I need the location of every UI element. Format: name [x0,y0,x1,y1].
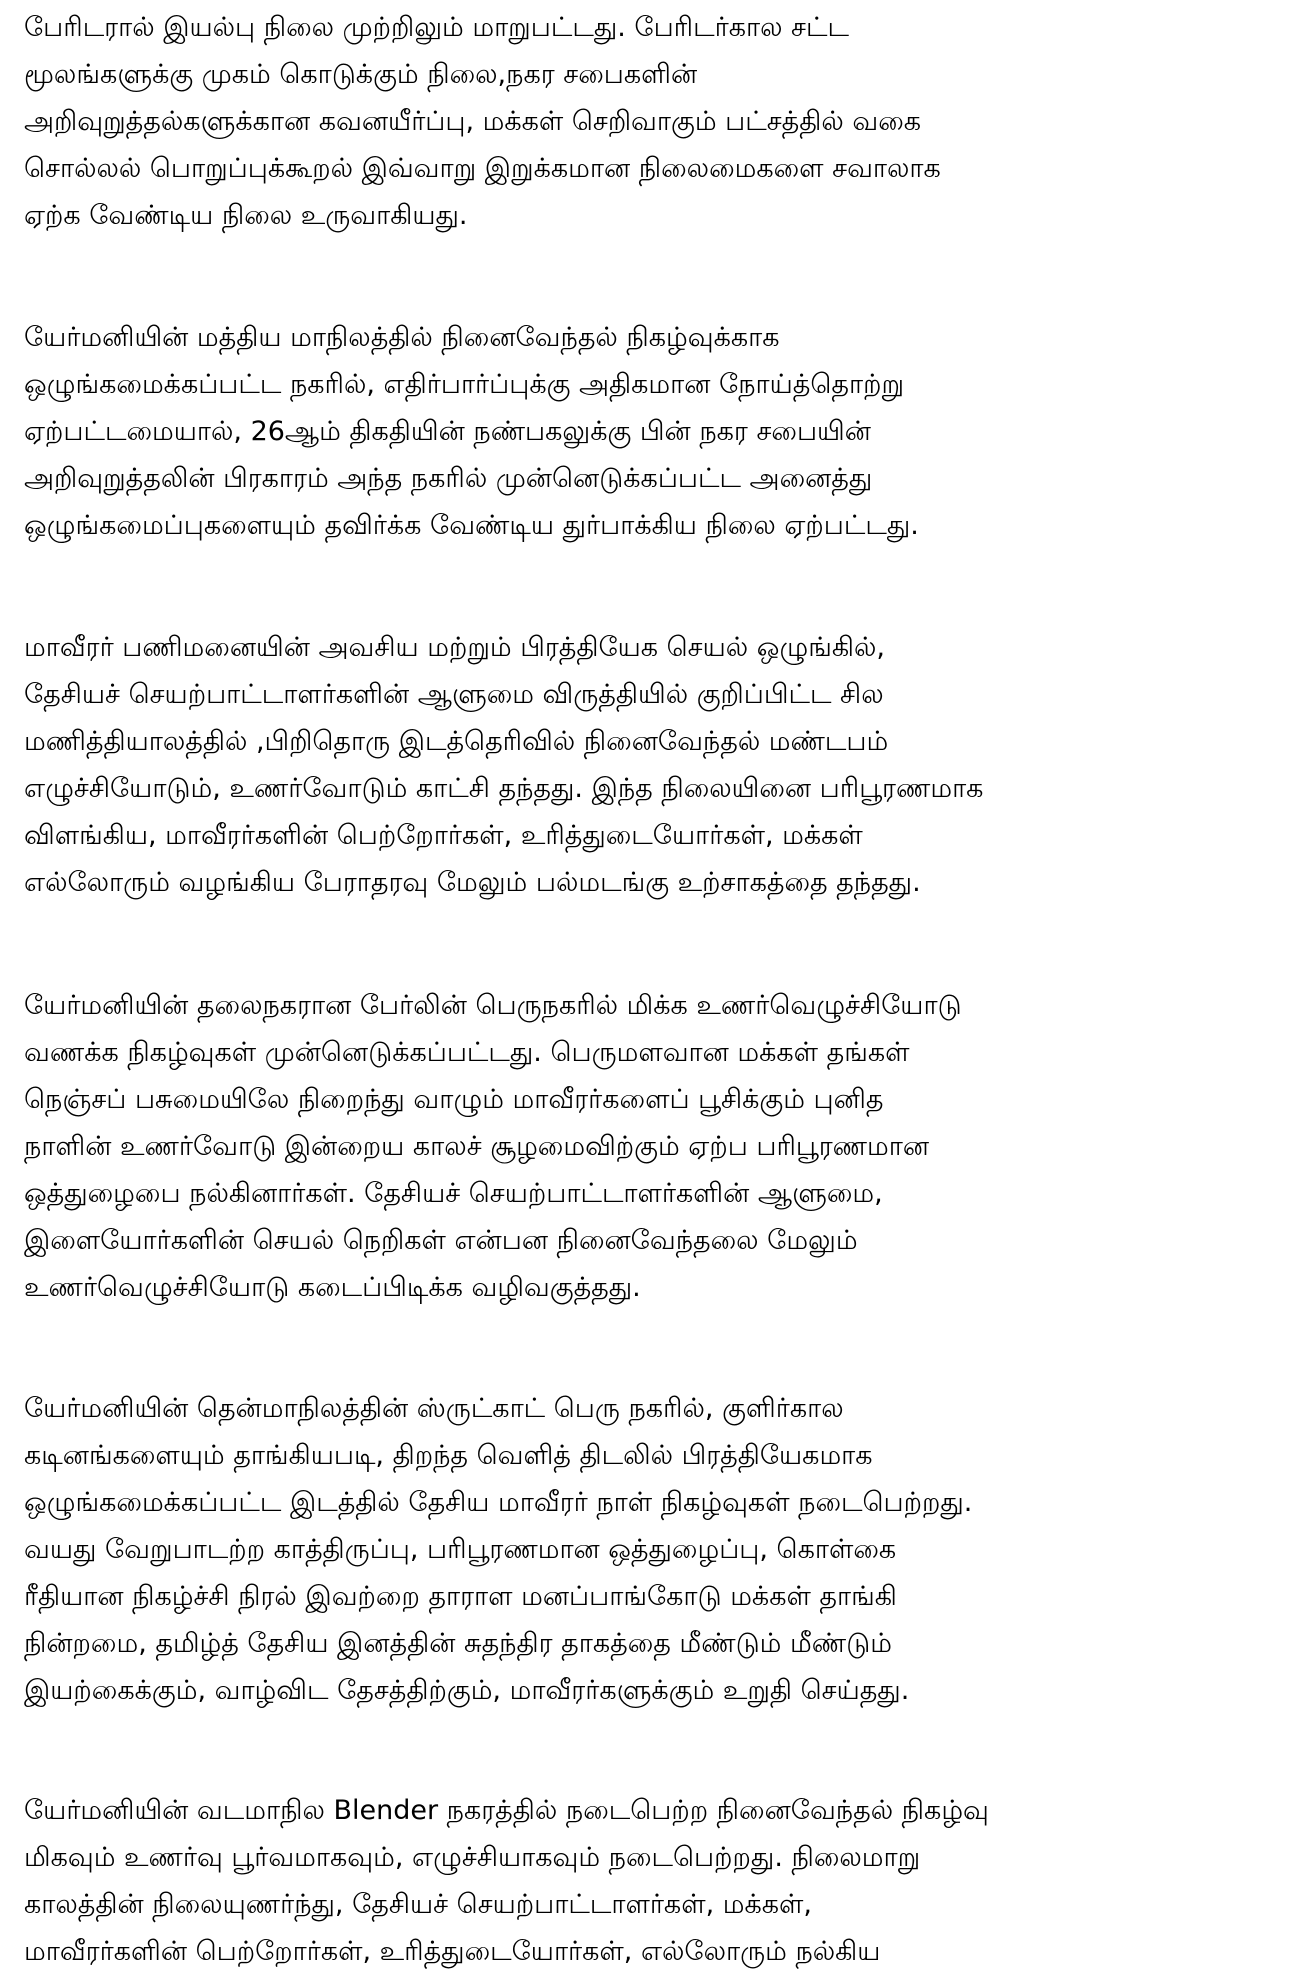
paragraph-line: உணர்வெழுச்சியோடு கடைப்பிடிக்க வழிவகுத்தது. [24,1272,641,1303]
paragraph-line: சொல்லல் பொறுப்புக்கூறல் இவ்வாறு இறுக்கமான நிலைமைகளை சவாலாக [24,153,941,184]
paragraph-line: எழுச்சியோடும், உணர்வோடும் காட்சி தந்தது. இந்த நிலையினை பரிபூரணமாக [24,773,984,804]
paragraph-line: பேரிடரால் இயல்பு நிலை முற்றிலும் மாறுபட்டது. பேரிடர்கால சட்ட [24,12,849,43]
paragraph-3 [24,624,1284,906]
paragraph-line: விளங்கிய, மாவீரர்களின் பெற்றோர்கள், உரித்துடையோர்கள், மக்கள் [24,820,863,851]
paragraph-line: அறிவுறுத்தல்களுக்கான கவனயீர்ப்பு, மக்கள் செறிவாகும் பட்சத்தில் வகை [24,106,922,137]
paragraph-line: யேர்மனியின் தலைநகரான பேர்லின் பெருநகரில் மிக்க உணர்வெழுச்சியோடு [24,990,962,1021]
paragraph-line: யேர்மனியின் தென்மாநிலத்தின் ஸ்ருட்காட் பெரு நகரில், குளிர்கால [24,1393,844,1424]
paragraph-line: ஏற்க வேண்டிய நிலை உருவாகியது. [24,200,468,231]
paragraph-line: ஒழுங்கமைப்புகளையும் தவிர்க்க வேண்டிய துர்பாக்கிய நிலை ஏற்பட்டது. [24,510,919,541]
paragraph-line: ஒத்துழைபை நல்கினார்கள். தேசியச் செயற்பாட்டாளர்களின் ஆளுமை, [24,1178,883,1209]
paragraph-line: மாவீரர் பணிமனையின் அவசிய மற்றும் பிரத்தியேக செயல் ஒழுங்கில், [24,632,886,663]
paragraph-1 [24,4,1284,239]
paragraph-line: எல்லோரும் வழங்கிய பேராதரவு மேலும் பல்மடங்கு உற்சாகத்தை தந்தது. [24,867,921,898]
paragraph-line: நின்றமை, தமிழ்த் தேசிய இனத்தின் சுதந்திர தாகத்தை மீண்டும் மீண்டும் [24,1628,892,1659]
paragraph-line: ஒழுங்கமைக்கப்பட்ட நகரில், எதிர்பார்ப்புக்கு அதிகமான நோய்த்தொற்று [24,369,905,400]
paragraph-5 [24,1385,1284,1714]
paragraph-4 [24,982,1284,1311]
paragraph-2 [24,314,1284,549]
paragraph-line: தேசியச் செயற்பாட்டாளர்களின் ஆளுமை விருத்தியில் குறிப்பிட்ட சில [24,679,884,710]
paragraph-line: ஏற்பட்டமையால், 26ஆம் திகதியின் நண்பகலுக்கு பின் நகர சபையின் [24,416,871,447]
paragraph-line: மணித்தியாலத்தில் ,பிறிதொரு இடத்தெரிவில் நினைவேந்தல் மண்டபம் [24,726,889,757]
paragraph-line: மிகவும் உணர்வு பூர்வமாகவும், எழுச்சியாகவும் நடைபெற்றது. நிலைமாறு [24,1842,921,1873]
paragraph-line: மாவீரர்களின் பெற்றோர்கள், உரித்துடையோர்கள், எல்லோரும் நல்கிய [24,1936,881,1967]
paragraph-line: ஒழுங்கமைக்கப்பட்ட இடத்தில் தேசிய மாவீரர் நாள் நிகழ்வுகள் நடைபெற்றது. [24,1487,973,1518]
paragraph-line: நெஞ்சப் பசுமையிலே நிறைந்து வாழும் மாவீரர்களைப் பூசிக்கும் புனித [24,1084,884,1115]
paragraph-line: வணக்க நிகழ்வுகள் முன்னெடுக்கப்பட்டது. பெருமளவான மக்கள் தங்கள் [24,1037,910,1068]
paragraph-line: மூலங்களுக்கு முகம் கொடுக்கும் நிலை,நகர சபைகளின் [24,59,698,90]
paragraph-line: நாளின் உணர்வோடு இன்றைய காலச் சூழமைவிற்கும் ஏற்ப பரிபூரணமான [24,1131,930,1162]
paragraph-line: யேர்மனியின் மத்திய மாநிலத்தில் நினைவேந்தல் நிகழ்வுக்காக [24,322,780,353]
paragraph-line: யேர்மனியின் வடமாநில Blender நகரத்தில் நடைபெற்ற நினைவேந்தல் நிகழ்வு [24,1795,989,1826]
paragraph-line: இளையோர்களின் செயல் நெறிகள் என்பன நினைவேந்தலை மேலும் [24,1225,858,1256]
paragraph-line: அறிவுறுத்தலின் பிரகாரம் அந்த நகரில் முன்னெடுக்கப்பட்ட அனைத்து [24,463,873,494]
paragraph-line: ரீதியான நிகழ்ச்சி நிரல் இவற்றை தாராள மனப்பாங்கோடு மக்கள் தாங்கி [24,1581,897,1612]
paragraph-line: கடினங்களையும் தாங்கியபடி, திறந்த வெளித் திடலில் பிரத்தியேகமாக [24,1440,873,1471]
paragraph-line: காலத்தின் நிலையுணர்ந்து, தேசியச் செயற்பாட்டாளர்கள், மக்கள், [24,1889,812,1920]
paragraph-line: வயது வேறுபாடற்ற காத்திருப்பு, பரிபூரணமான ஒத்துழைப்பு, கொள்கை [24,1534,897,1565]
paragraph-line: இயற்கைக்கும், வாழ்விட தேசத்திற்கும், மாவீரர்களுக்கும் உறுதி செய்தது. [24,1675,910,1706]
paragraph-6 [24,1787,1284,1969]
